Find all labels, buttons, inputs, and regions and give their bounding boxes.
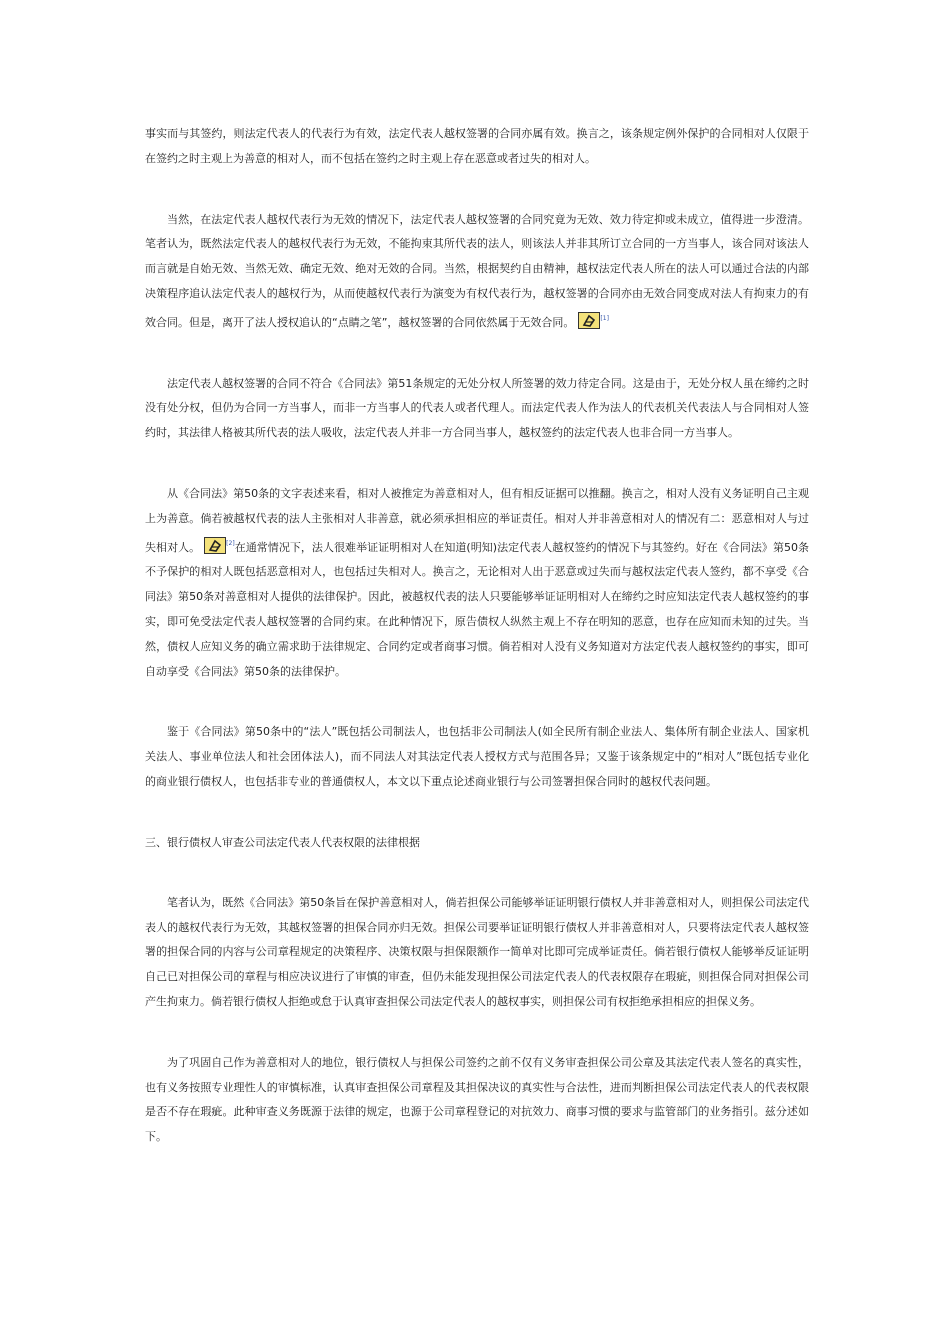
paragraph-4-text-after: 在通常情况下，法人很难举证证明相对人在知道(明知)法定代表人越权签约的情况下与其签约。好在《合同法》第50条不予保护的相对人既包括恶意相对人，也包括过失相对人。换言之，无论相对人出于恶意或过失而与越权法定代表人签约，都不享受《合同法》第50条对善意相对人提供的法律保护。因此，被越权代表的法人只要能够举证证明相对人在缔约之时应知法定代表人越权签约的事实，即可免受法定代表人越权签署的合同约束。在此种情况下，原告债权人纵然主观上不存在明知的恶意，也存在应知而未知的过失。当然，债权人应知义务的确立需求助于法律规定、合同约定或者商事习惯。倘若相对人没有义务知道对方法定代表人越权签约的事实，即可自动享受《合同法》第50条的法律保护。 [145, 540, 810, 678]
footnote-link-icon[interactable] [578, 312, 600, 329]
document-body [145, 122, 809, 1150]
paragraph-6: 笔者认为，既然《合同法》第50条旨在保护善意相对人，倘若担保公司能够举证证明银行债权人并非善意相对人，则担保公司法定代表人的越权代表行为无效，其越权签署的担保合同亦归无效。担保公司要举证证明银行债权人并非善意相对人，只要将法定代表人越权签署的担保合同的内容与公司章程规定的决策程序、决策权限与担保限额作一简单对比即可完成举证责任。倘若银行债权人能够举反证证明自己已对担保公司的章程与相应决议进行了审慎的审查，但仍未能发现担保公司法定代表人的代表权限存在瑕疵，则担保合同对担保公司产生拘束力。倘若银行债权人拒绝或怠于认真审查担保公司法定代表人的越权事实，则担保公司有权拒绝承担相应的担保义务。 [145, 895, 809, 1008]
section-heading: 三、银行债权人审查公司法定代表人代表权限的法律根据 [145, 835, 420, 849]
footnote-link-icon[interactable] [204, 537, 226, 554]
footnote-ref-2[interactable]: [2] [226, 539, 235, 547]
paragraph-gap [145, 336, 809, 372]
paragraph-gap [145, 1015, 809, 1051]
paragraph-4-text-before: 从《合同法》第50条的文字表述来看，相对人被推定为善意相对人，但有相反证据可以推翻。换言之，相对人没有义务证明自己主观上为善意。倘若被越权代表的法人主张相对人非善意，就必须承担相应的举证责任。相对人并非善意相对人的情况有二：恶意相对人与过失相对人。 [145, 486, 809, 554]
paragraph-4 [145, 482, 809, 684]
paragraph-5: 鉴于《合同法》第50条中的“法人”既包括公司制法人，也包括非公司制法人(如全民所有制企业法人、集体所有制企业法人、国家机关法人、事业单位法人和社会团体法人)，而不同法人对其法定代表人授权方式与范围各异；又鉴于该条规定中的“相对人”既包括专业化的商业银行债权人，也包括非专业的普通债权人，本文以下重点论述商业银行与公司签署担保合同时的越权代表问题。 [145, 725, 809, 788]
paragraph-gap [145, 855, 809, 891]
paragraph-gap [145, 684, 809, 720]
paragraph-3: 法定代表人越权签署的合同不符合《合同法》第51条规定的无处分权人所签署的效力待定合同。这是由于，无处分权人虽在缔约之时没有处分权，但仍为合同一方当事人，而非一方当事人的代表人或者代理人。而法定代表人作为法人的代表机关代表法人与合同相对人签约时，其法律人格被其所代表的法人吸收，法定代表人并非一方合同当事人，越权签约的法定代表人也非合同一方当事人。 [145, 376, 809, 440]
footnote-ref-1[interactable]: [1] [600, 314, 609, 322]
paragraph-gap [145, 795, 809, 831]
paragraph-2-text: 当然，在法定代表人越权代表行为无效的情况下，法定代表人越权签署的合同究竟为无效、效力待定抑或未成立，值得进一步澄清。笔者认为，既然法定代表人的越权代表行为无效，不能拘束其所代表的法人，则该法人并非其所订立合同的一方当事人，该合同对该法人而言就是自始无效、当然无效、确定无效、绝对无效的合同。当然，根据契约自由精神，越权法定代表人所在的法人可以通过合法的内部决策程序追认法定代表人的越权行为，从而使越权代表行为演变为有权代表行为，越权签署的合同亦由无效合同变成对法人有拘束力的有效合同。但是，离开了法人授权追认的“点睛之笔”，越权签署的合同依然属于无效合同。 [145, 212, 809, 329]
paragraph-gap [145, 172, 809, 208]
paragraph-1: 事实而与其签约，则法定代表人的代表行为有效，法定代表人越权签署的合同亦属有效。换言之，该条规定例外保护的合同相对人仅限于在签约之时主观上为善意的相对人，而不包括在签约之时主观上存在恶意或者过失的相对人。 [145, 127, 809, 165]
paragraph-gap [145, 446, 809, 482]
paragraph-7: 为了巩固自己作为善意相对人的地位，银行债权人与担保公司签约之前不仅有义务审查担保公司公章及其法定代表人签名的真实性，也有义务按照专业理性人的审慎标准，认真审查担保公司章程及其担保决议的真实性与合法性，进而判断担保公司法定代表人的代表权限是否不存在瑕疵。此种审查义务既源于法律的规定，也源于公司章程登记的对抗效力、商事习惯的要求与监管部门的业务指引。兹分述如下。 [145, 1055, 809, 1144]
paragraph-2 [145, 208, 809, 336]
